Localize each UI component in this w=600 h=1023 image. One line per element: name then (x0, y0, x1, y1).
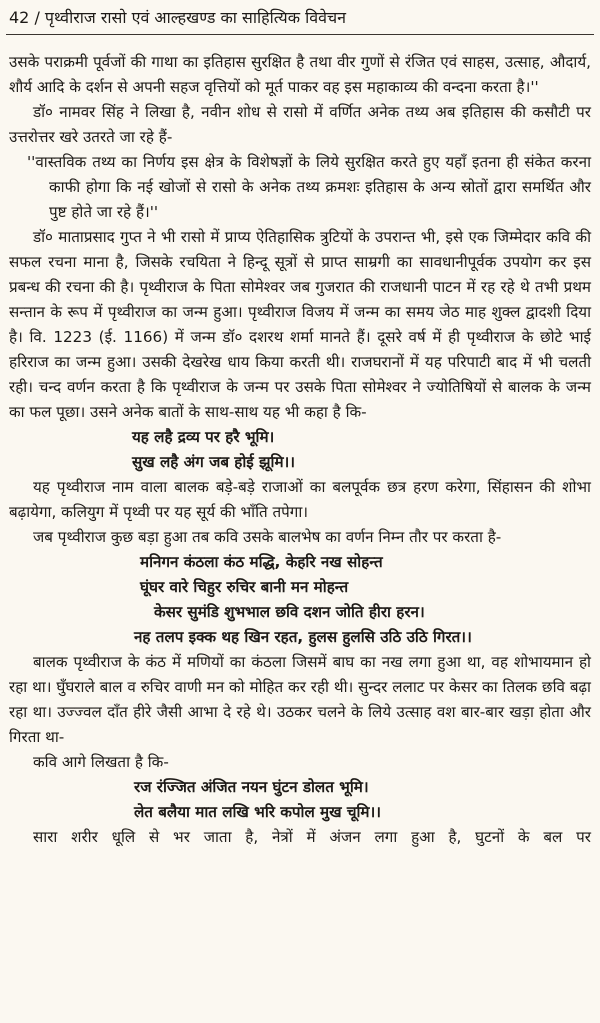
paragraph-5: जब पृथ्वीराज कुछ बड़ा हुआ तब कवि उसके बालभेष का वर्णन निम्न तौर पर करता है- (33, 528, 502, 546)
verse-line-3: मनिगन कंठला कंठ मद्धि, केहरि नख सोहन्त (140, 553, 383, 571)
paragraph-4: यह पृथ्वीराज नाम वाला बालक बड़े-बड़े राजाओं का बलपूर्वक छत्र हरण करेगा, सिंहासन की शोभा बढ़ायेगा, कलियुग में पृथ्वी पर यह सूर्य की भाँति तपेगा। (9, 478, 591, 521)
paragraph-2: डॉ० नामवर सिंह ने लिखा है, नवीन शोध से रासो में वर्णित अनेक तथ्य अब इतिहास की कसौटी पर उत्तरोत्तर खरे उतरते जा रहे हैं- (9, 103, 591, 146)
verse-line-1: यह लहै द्रव्य पर हरै भूमि। (132, 428, 275, 446)
page-body (9, 50, 591, 850)
verse-line-5: केसर सुमंडि शुभभाल छवि दशन जोति हीरा हरन। (154, 603, 425, 621)
verse-line-6: नह तलप इक्क थह खिन रहत, हुलस हुलसि उठि उठि गिरत।। (134, 628, 472, 646)
quotation: ''वास्तविक तथ्य का निर्णय इस क्षेत्र के विशेषज्ञों के लिये सुरक्षित करते हुए यहाँ इतना ही संकेत करना काफी होगा कि नई खोजों से रासो के अनेक तथ्य क्रमशः इतिहास के अन्य स्रोतों द्वारा समर्थित और पुष्ट होते जा रहे हैं।'' (27, 153, 591, 221)
paragraph-1: उसके पराक्रमी पूर्वजों की गाथा का इतिहास सुरक्षित है तथा वीर गुणों से रंजित एवं साहस, उत्साह, औदार्य, शौर्य आदि के दर्शन से अपनी सहज वृत्तियों को मूर्त पाकर वह इस महाकाव्य की वन्दना करता है।'' (9, 53, 591, 96)
verse-line-8: लेत बलैया मात लखि भरि कपोल मुख चूमि।। (134, 803, 382, 821)
verse-line-7: रज रंज्जित अंजित नयन घुंटन डोलत भूमि। (134, 778, 369, 796)
verse-line-4: घूंघर वारे चिहुर रुचिर बानी मन मोहन्त (140, 578, 349, 596)
paragraph-7: कवि आगे लिखता है कि- (33, 753, 169, 771)
paragraph-3: डॉ० माताप्रसाद गुप्त ने भी रासो में प्राप्य ऐतिहासिक त्रुटियों के उपरान्त भी, इसे एक जिम्मेदार कवि की सफल रचना माना है, जिसके रचयिता ने हिन्दू सूत्रों से प्राप्त साम्रगी का सावधानीपूर्वक उपयोग कर इस प्रबन्ध की रचना की है। पृथ्वीराज के पिता सोमेश्वर जब गुजरात की राजधानी पाटन में रह रहे थे तभी प्रथम सन्तान के रूप में पृथ्वीराज का जन्म हुआ। पृथ्वीराज विजय में जन्म का समय जेठ माह शुक्ल द्वादशी दिया है। वि. 1223 (ई. 1166) में जन्म डॉ० दशरथ शर्मा मानते हैं। दूसरे वर्ष में ही पृथ्वीराज के छोटे भाई हरिराज का जन्म हुआ। उसकी देखरेख धाय किया करती थी। राजघरानों में यह परिपाटी बाद में भी चलती रही। चन्द वर्णन करता है कि पृथ्वीराज के जन्म पर उसके पिता सोमेश्वर ने ज्योतिषियों से बालक के जन्म का फल पूछा। उसने अनेक बातों के साथ-साथ यह भी कहा है कि- (9, 228, 591, 421)
verse-line-2: सुख लहै अंग जब होई झूमि।। (132, 453, 296, 471)
header-rule (6, 34, 594, 35)
paragraph-6: बालक पृथ्वीराज के कंठ में मणियों का कंठला जिसमें बाघ का नख लगा हुआ था, वह शोभायमान हो रहा था। घुँघराले बाल व रुचिर वाणी मन को मोहित कर रही थी। सुन्दर ललाट पर केसर का तिलक छवि बढ़ा रहा था। उज्ज्वल दाँत हीरे जैसी आभा दे रहे थे। उठकर चलने के लिये उत्साह वश बार-बार खड़ा होता और गिरता था- (9, 653, 591, 746)
paragraph-8: सारा शरीर धूलि से भर जाता है, नेत्रों में अंजन लगा हुआ है, घुटनों के बल पर (33, 828, 591, 846)
page-header: 42 / पृथ्वीराज रासो एवं आल्हखण्ड का साहित्यिक विवेचन (9, 8, 347, 27)
